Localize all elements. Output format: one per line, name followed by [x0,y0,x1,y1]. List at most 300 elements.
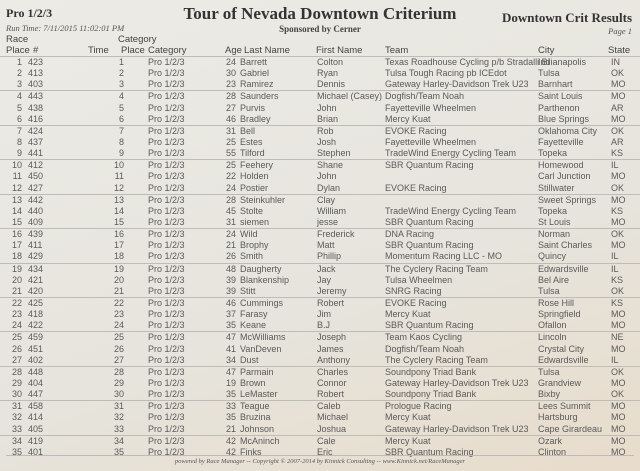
cell-bib: 438 [28,102,44,113]
table-row [0,263,640,275]
cell-category-place: 30 [113,389,124,400]
cell-race-place: 24 [11,320,22,331]
cell-bib: 437 [28,136,44,147]
cell-age: 24 [226,57,237,67]
cell-state: MO [611,309,626,320]
cell-race-place: 10 [11,160,22,171]
cell-first-name: Michael [317,412,349,423]
cell-bib: 402 [28,354,44,365]
cell-first-name: Jay [317,274,332,285]
cell-category: Pro 1/2/3 [148,389,185,400]
cell-category: Pro 1/2/3 [148,113,185,124]
cell-last-name: McWilliams [240,332,286,343]
cell-city: Topeka [538,205,568,216]
cell-city: Sweet Springs [538,194,597,205]
cell-city: Bixby [538,389,561,400]
cell-first-name: Colton [317,57,344,67]
cell-category-place: 9 [118,148,124,159]
cell-first-name: John [317,171,337,182]
cell-category-place: 5 [118,102,124,113]
cell-category: Pro 1/2/3 [148,446,185,457]
cell-race-place: 11 [12,171,22,182]
cell-bib: 447 [28,389,44,400]
cell-team: Mercy Kuat [385,113,431,124]
cell-last-name: Farasy [240,309,268,320]
cell-first-name: Robert [317,297,345,308]
cell-first-name: Eric [317,446,333,457]
cell-category-place: 14 [113,205,124,216]
cell-last-name: Tilford [240,148,265,159]
cell-state: KS [611,148,624,159]
cell-bib: 439 [28,229,44,240]
cell-last-name: LeMaster [240,389,278,400]
cell-bib: 442 [28,194,44,205]
cell-race-place: 5 [16,102,22,113]
cell-bib: 425 [28,297,44,308]
table-row [0,424,640,435]
cell-city: Carl Junction [538,171,591,182]
table-row [0,378,640,389]
cell-team: Dogfish/Team Noah [385,343,465,354]
header-race-place: Place [6,45,30,56]
cell-race-place: 18 [11,251,22,262]
table-row [0,275,640,286]
cell-first-name: John [317,102,337,113]
cell-first-name: Anthony [317,354,351,365]
cell-first-name: Jack [317,263,336,274]
cell-race-place: 1 [16,57,22,67]
cell-team: Soundpony Triad Bank [385,389,477,400]
cell-category-place: 16 [113,229,124,240]
header-bib: # [33,45,39,56]
cell-last-name: Bruzina [240,412,271,423]
cell-state: IL [611,160,619,171]
cell-first-name: William [317,205,346,216]
cell-city: Tulsa [538,285,560,296]
cell-first-name: James [317,343,344,354]
cell-category-place: 3 [118,79,124,90]
cell-category: Pro 1/2/3 [148,263,185,274]
cell-city: Saint Charles [538,240,593,251]
cell-bib: 448 [28,366,44,377]
cell-race-place: 33 [11,423,22,434]
header-category-top: Category [118,34,157,45]
cell-first-name: Stephen [317,148,351,159]
cell-bib: 427 [28,182,44,193]
cell-category-place: 10 [113,160,124,171]
cell-bib: 403 [28,79,44,90]
cell-team: Texas Roadhouse Cycling p/b Stradalli Bi [385,57,550,67]
cell-state: MO [611,446,626,457]
cell-team: Tulsa Tough Racing pb ICEdot [385,68,507,79]
cell-category: Pro 1/2/3 [148,412,185,423]
cell-city: Cape Girardeau [538,423,603,434]
cell-state: IN [611,57,620,67]
cell-state: OK [611,68,625,79]
cell-city: Bel Aire [538,274,570,285]
cell-race-place: 23 [11,309,22,320]
cell-city: Edwardsville [538,354,589,365]
cell-last-name: Bradley [240,113,271,124]
cell-race-place: 19 [11,263,22,274]
cell-category-place: 20 [113,274,124,285]
table-row [0,217,640,228]
cell-category: Pro 1/2/3 [148,343,185,354]
cell-age: 21 [226,240,237,251]
cell-age: 48 [226,263,237,274]
cell-age: 35 [226,389,237,400]
cell-team: SBR Quantum Racing [385,320,474,331]
cell-first-name: Robert [317,389,345,400]
cell-age: 31 [226,125,237,136]
table-row [0,400,640,412]
cell-first-name: Rob [317,125,334,136]
cell-first-name: B.J [317,320,331,331]
table-row [0,344,640,355]
table-row [0,183,640,194]
cell-race-place: 22 [11,297,22,308]
cell-category-place: 19 [113,263,124,274]
cell-category-place: 22 [113,297,124,308]
cell-last-name: Keane [240,320,267,331]
cell-category-place: 27 [113,354,124,365]
sponsor-line: Sponsored by Cerner [279,24,361,34]
cell-state: MO [611,79,626,90]
cell-category: Pro 1/2/3 [148,309,185,320]
cell-category-place: 11 [114,171,124,182]
cell-last-name: Daugherty [240,263,282,274]
table-row [0,297,640,309]
cell-state: MO [611,401,626,412]
cell-team: Momentum Racing LLC - MO [385,251,503,262]
cell-state: MO [611,435,626,446]
cell-age: 39 [226,274,237,285]
cell-first-name: Josh [317,136,337,147]
cell-state: OK [611,229,625,240]
table-row [0,320,640,331]
cell-race-place: 8 [16,136,22,147]
cell-age: 26 [226,251,237,262]
cell-last-name: Bell [240,125,256,136]
cell-last-name: Johnson [240,423,275,434]
cell-race-place: 32 [11,412,22,423]
cell-category-place: 23 [113,309,124,320]
table-row [0,435,640,447]
cell-age: 47 [226,332,237,343]
cell-city: Lees Summit [538,401,591,412]
cell-category: Pro 1/2/3 [148,160,185,171]
cell-category: Pro 1/2/3 [148,171,185,182]
header-last-name: Last Name [244,45,290,56]
table-row [0,79,640,90]
cell-state: MO [611,377,626,388]
cell-category: Pro 1/2/3 [148,102,185,113]
cell-city: Ofallon [538,320,567,331]
cell-first-name: Joseph [317,332,347,343]
cell-team: SBR Quantum Racing [385,446,474,457]
cell-race-place: 25 [11,332,22,343]
cell-category-place: 28 [113,366,124,377]
cell-last-name: Steinkuhler [240,194,286,205]
cell-category: Pro 1/2/3 [148,91,185,102]
table-row [0,206,640,217]
cell-bib: 458 [28,401,44,412]
cell-category-place: 4 [118,91,124,102]
cell-age: 42 [226,446,237,457]
cell-race-place: 21 [11,285,22,296]
cell-last-name: Saunders [240,91,279,102]
header-time: Time [88,45,109,56]
cell-race-place: 17 [11,240,22,251]
cell-age: 28 [226,91,237,102]
cell-race-place: 16 [11,229,22,240]
header-race: Race [6,34,29,45]
cell-city: Topeka [538,148,568,159]
cell-team: Gateway Harley-Davidson Trek U23 [385,423,529,434]
cell-last-name: Barrett [240,57,268,67]
cell-state: NE [611,332,624,343]
cell-age: 39 [226,285,237,296]
cell-last-name: Estes [240,136,263,147]
cell-race-place: 12 [11,182,22,193]
cell-age: 41 [226,343,237,354]
cell-city: Springfield [538,309,581,320]
cell-first-name: Charles [317,366,349,377]
cell-category-place: 35 [113,446,124,457]
cell-state: MO [611,320,626,331]
table-row [0,355,640,366]
cell-bib: 450 [28,171,44,182]
cell-last-name: Wild [240,229,258,240]
cell-category: Pro 1/2/3 [148,297,185,308]
cell-bib: 443 [28,91,44,102]
cell-age: 55 [226,148,237,159]
cell-race-place: 28 [11,366,22,377]
cell-team: Mercy Kuat [385,412,431,423]
cell-bib: 429 [28,251,44,262]
cell-city: Tulsa [538,68,560,79]
cell-category-place: 25 [113,332,124,343]
cell-category: Pro 1/2/3 [148,125,185,136]
table-row [0,68,640,79]
cell-category: Pro 1/2/3 [148,285,185,296]
header-first-name: First Name [316,45,363,56]
cell-age: 35 [226,320,237,331]
cell-state: KS [611,205,624,216]
cell-race-place: 7 [16,125,22,136]
table-row [0,125,640,137]
cell-city: Oklahoma City [538,125,598,136]
cell-team: EVOKE Racing [385,182,447,193]
cell-bib: 404 [28,377,44,388]
cell-state: OK [611,389,625,400]
cell-city: Barnhart [538,79,573,90]
cell-team: Prologue Racing [385,401,452,412]
cell-race-place: 27 [11,354,22,365]
cell-age: 23 [226,79,237,90]
table-row [0,171,640,182]
cell-city: Rose Hill [538,297,575,308]
cell-city: Grandview [538,377,582,388]
cell-state: MO [611,216,626,227]
results-table [0,56,640,458]
cell-bib: 421 [28,274,44,285]
cell-first-name: Michael (Casey) [317,91,383,102]
header-state: State [608,45,631,56]
cell-category-place: 2 [118,68,124,79]
cell-category-place: 31 [113,401,124,412]
cell-team: Team Kaos Cycling [385,332,463,343]
cell-category-place: 7 [118,125,124,136]
page-number: Page 1 [608,26,632,36]
cell-team: SBR Quantum Racing [385,240,474,251]
cell-last-name: Cummings [240,297,284,308]
cell-team: Fayetteville Wheelmen [385,102,477,113]
cell-last-name: Ramirez [240,79,274,90]
cell-team: Dogfish/Team Noah [385,91,465,102]
cell-race-place: 14 [11,205,22,216]
category-heading: Pro 1/2/3 [6,6,53,20]
cell-state: MO [611,423,626,434]
cell-state: IL [611,251,619,262]
cell-last-name: Teague [240,401,270,412]
cell-bib: 441 [28,148,44,159]
header-city: City [538,45,555,56]
cell-category-place: 26 [113,343,124,354]
cell-team: The Cyclery Racing Team [385,354,488,365]
cell-category: Pro 1/2/3 [148,435,185,446]
cell-last-name: Brown [240,377,266,388]
cell-race-place: 3 [16,79,22,90]
cell-category-place: 15 [113,216,124,227]
cell-category: Pro 1/2/3 [148,194,185,205]
footer-credit: powered by Race Manager -- Copyright © 2007-2014 by Kinnick Consulting -- www.Kinnick.net/RaceManager [174,458,466,465]
cell-bib: 413 [28,68,44,79]
header-category: Category [148,45,187,56]
cell-category-place: 13 [113,194,124,205]
header-team: Team [385,45,409,56]
cell-race-place: 4 [16,91,22,102]
cell-city: Hartsburg [538,412,578,423]
cell-age: 21 [226,423,237,434]
results-title: Downtown Crit Results [502,10,632,25]
table-row [0,56,640,68]
cell-bib: 434 [28,263,44,274]
cell-race-place: 2 [16,68,22,79]
cell-race-place: 6 [16,113,22,124]
cell-category-place: 6 [118,113,124,124]
cell-city: Quincy [538,251,567,262]
cell-team: TradeWind Energy Cycling Team [385,205,517,216]
cell-last-name: Stitt [240,285,256,296]
cell-last-name: Parmain [240,366,274,377]
table-row [0,148,640,159]
cell-category: Pro 1/2/3 [148,320,185,331]
cell-first-name: jesse [317,216,339,227]
cell-first-name: Clay [317,194,336,205]
cell-category-place: 8 [118,136,124,147]
cell-age: 30 [226,68,237,79]
cell-bib: 414 [28,412,44,423]
cell-first-name: Phillip [317,251,342,262]
cell-last-name: VanDeven [240,343,282,354]
table-row [0,447,640,458]
cell-bib: 409 [28,216,44,227]
cell-state: OK [611,125,625,136]
cell-category-place: 34 [113,435,124,446]
cell-bib: 416 [28,113,44,124]
cell-state: MO [611,171,626,182]
cell-city: Ozark [538,435,563,446]
cell-team: Mercy Kuat [385,435,431,446]
table-row [0,286,640,297]
cell-last-name: Feehery [240,160,274,171]
cell-team: EVOKE Racing [385,297,447,308]
table-row [0,366,640,378]
cell-team: Gateway Harley-Davidson Trek U23 [385,377,529,388]
cell-bib: 422 [28,320,44,331]
table-row [0,228,640,240]
cell-category-place: 24 [113,320,124,331]
cell-category: Pro 1/2/3 [148,401,185,412]
cell-race-place: 26 [11,343,22,354]
cell-bib: 440 [28,205,44,216]
run-time: Run Time: 7/11/2015 11:02:01 PM [6,23,125,33]
footer-divider [6,455,634,456]
cell-team: Soundpony Triad Bank [385,366,477,377]
cell-state: KS [611,297,624,308]
cell-category-place: 18 [113,251,124,262]
cell-state: AR [611,136,624,147]
cell-category-place: 1 [118,57,124,67]
cell-age: 25 [226,136,237,147]
cell-category-place: 29 [113,377,124,388]
cell-city: Blue Springs [538,113,590,124]
cell-race-place: 29 [11,377,22,388]
cell-last-name: Gabriel [240,68,270,79]
cell-state: AR [611,102,624,113]
cell-city: Tulsa [538,366,560,377]
cell-team: DNA Racing [385,229,435,240]
cell-age: 22 [226,171,237,182]
cell-category: Pro 1/2/3 [148,68,185,79]
cell-team: Gateway Harley-Davidson Trek U23 [385,79,529,90]
cell-bib: 424 [28,125,44,136]
cell-first-name: Cale [317,435,336,446]
cell-category: Pro 1/2/3 [148,240,185,251]
cell-age: 35 [226,412,237,423]
cell-category: Pro 1/2/3 [148,205,185,216]
cell-team: TradeWind Energy Cycling Team [385,148,517,159]
cell-state: MO [611,113,626,124]
cell-category-place: 33 [113,423,124,434]
cell-team: SBR Quantum Racing [385,216,474,227]
table-row [0,159,640,171]
cell-city: Fayetteville [538,136,584,147]
cell-last-name: Dust [240,354,259,365]
cell-category: Pro 1/2/3 [148,377,185,388]
cell-bib: 412 [28,160,44,171]
cell-bib: 401 [28,446,44,457]
cell-age: 33 [226,401,237,412]
cell-age: 47 [226,366,237,377]
header-age: Age [225,45,242,56]
cell-city: Homewood [538,160,584,171]
cell-category: Pro 1/2/3 [148,148,185,159]
cell-team: SNRG Racing [385,285,442,296]
cell-state: KS [611,274,624,285]
cell-race-place: 20 [11,274,22,285]
